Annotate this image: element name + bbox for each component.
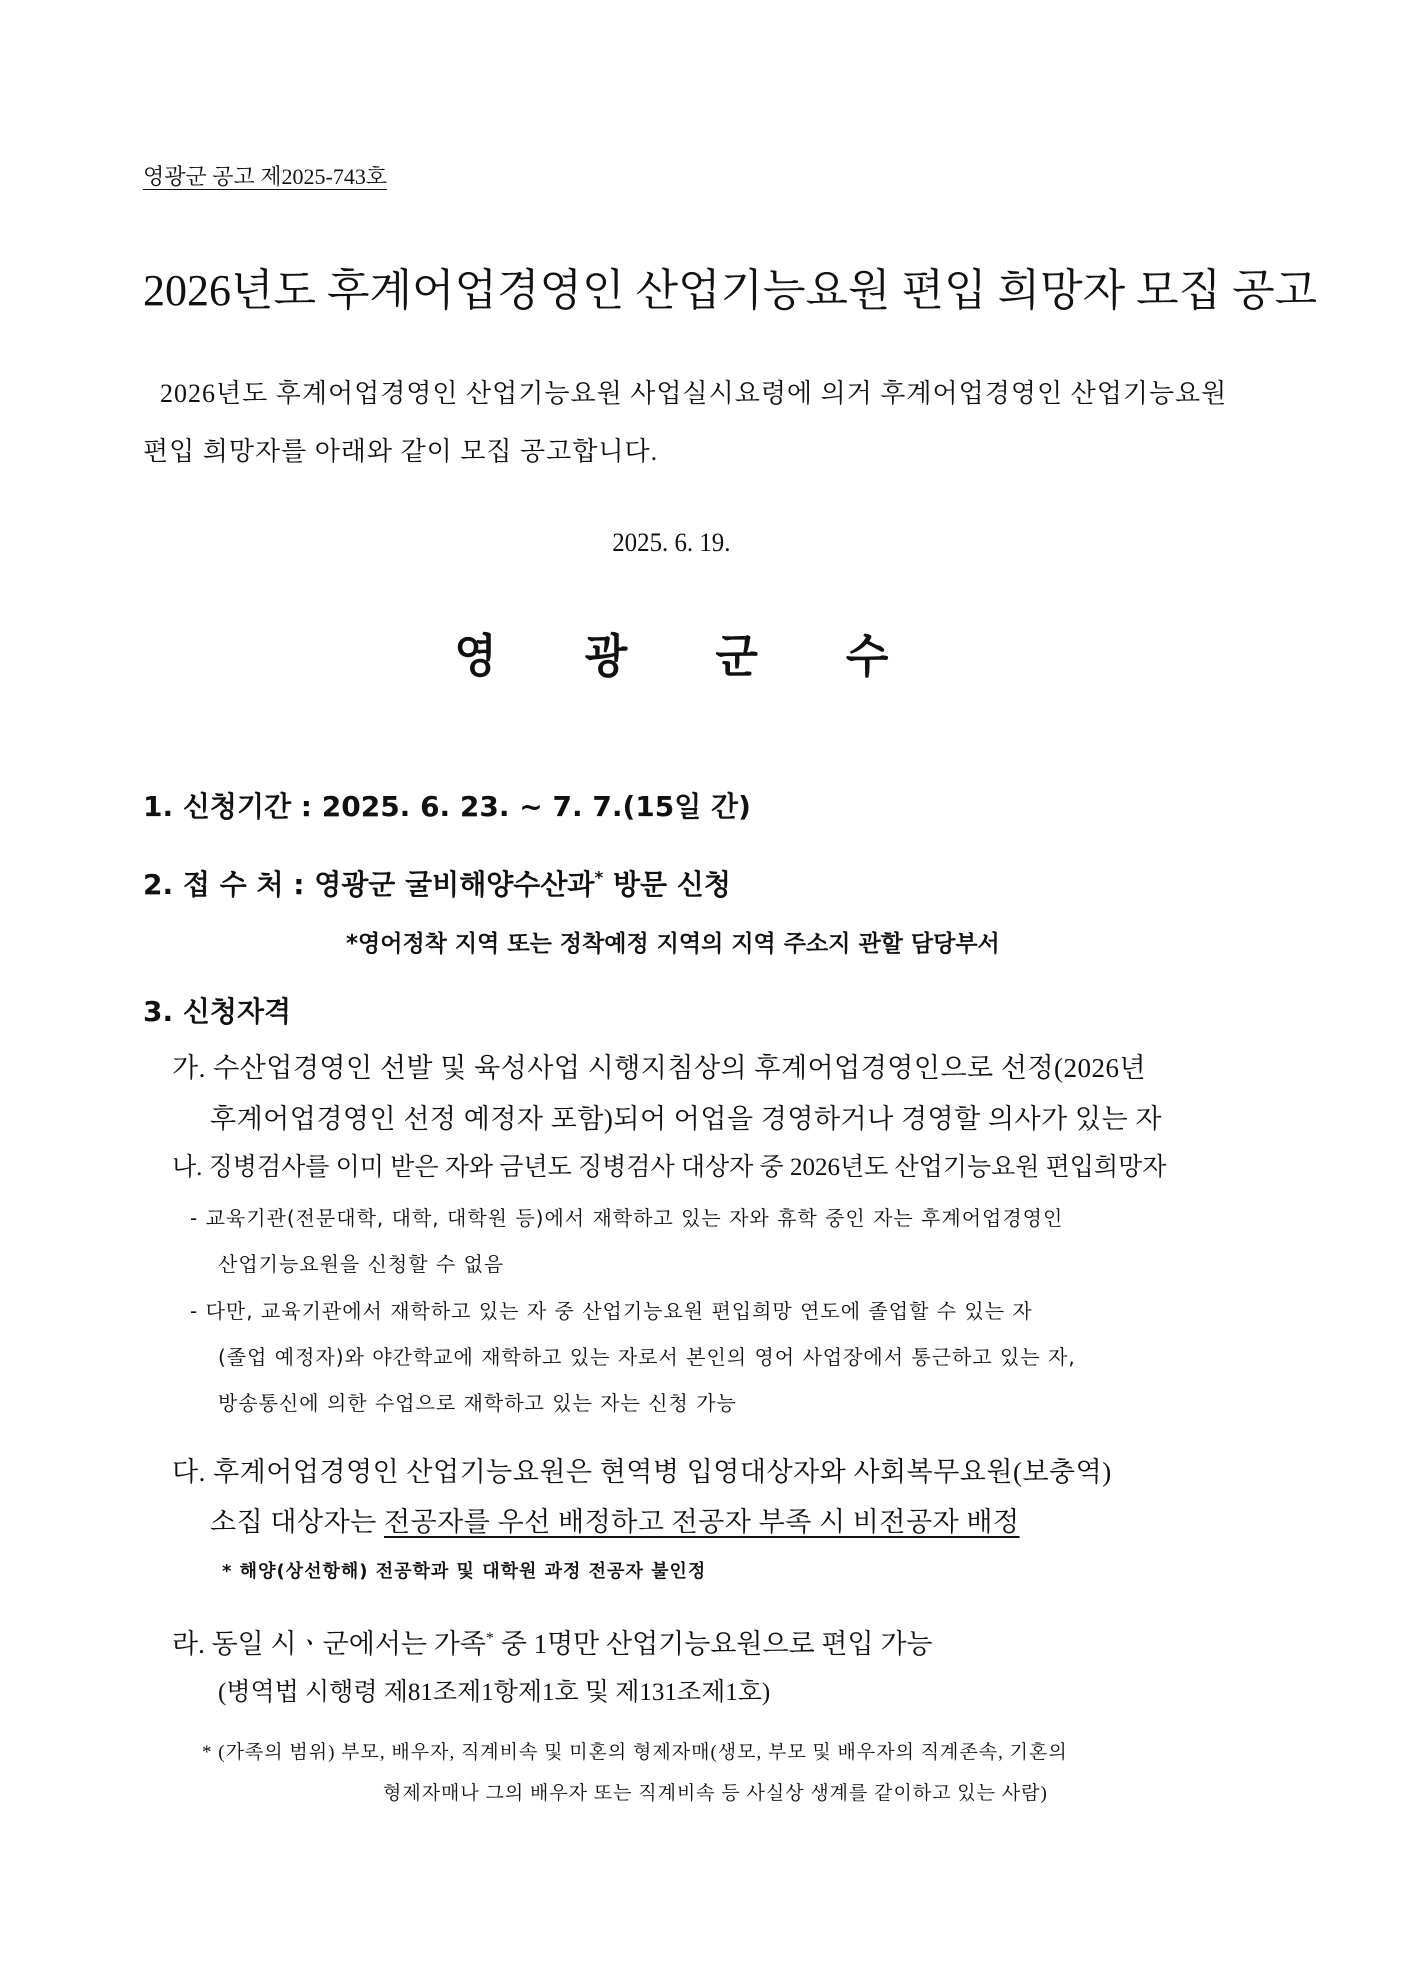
item-da-underlined-text: 전공자를 우선 배정하고 전공자 부족 시 비전공자 배정 [384, 1507, 1020, 1537]
item-da-prefix: 소집 대상자는 [210, 1507, 384, 1537]
intro-line-1: 2026년도 후계어업경영인 산업기능요원 사업실시요령에 의거 후계어업경영인 산업기능요원 [160, 379, 1228, 408]
section-reception-office [143, 863, 731, 903]
qualification-item-ra-line-2: (병역법 시행령 제81조제1항제1호 및 제131조제1호) [218, 1679, 771, 1706]
qualification-dash-2-line-2: (졸업 예정자)와 야간학교에 재학하고 있는 자로서 본인의 영어 사업장에서 통근하고 있는 자, [218, 1345, 1076, 1369]
reception-office-label: 2. 접 수 처 : 영광군 굴비해양수산과 [143, 868, 595, 901]
issuer-char: 군 [715, 629, 758, 683]
footnote-mark: * [485, 1629, 494, 1647]
page-title: 2026년도 후계어업경영인 산업기능요원 편입 희망자 모집 공고 [143, 266, 1318, 315]
section-qualification-heading: 3. 신청자격 [143, 995, 292, 1028]
issuer-char: 광 [584, 629, 628, 683]
qualification-item-da-line-1: 다. 후계어업경영인 산업기능요원은 현역병 입영대상자와 사회복무요원(보충역) [172, 1457, 1112, 1487]
qualification-dash-1-line-1: - 교육기관(전문대학, 대학, 대학원 등)에서 재학하고 있는 자와 휴학 중인 자는 후계어업경영인 [190, 1206, 1064, 1230]
section-application-period: 1. 신청기간 : 2025. 6. 23. ~ 7. 7.(15일 간) [143, 790, 751, 823]
announcement-date: 2025. 6. 19. [612, 528, 731, 557]
notice-number: 영광군 공고 제2025-743호 [143, 164, 388, 189]
qualification-item-ra-line-1 [172, 1622, 932, 1661]
reception-office-suffix: 방문 신청 [603, 868, 731, 901]
qualification-dash-1-line-2: 산업기능요원을 신청할 수 없음 [218, 1252, 505, 1276]
item-ra-suffix: 중 1명만 산업기능요원으로 편입 가능 [494, 1629, 933, 1659]
qualification-item-na: 나. 징병검사를 이미 받은 자와 금년도 징병검사 대상자 중 2026년도 산업기능요원 편입희망자 [172, 1154, 1167, 1181]
family-scope-note-line-1: * (가족의 범위) 부모, 배우자, 직계비속 및 미혼의 형제자매(생모, 부모 및 배우자의 직계존속, 기혼의 [202, 1742, 1068, 1763]
issuer-char: 영 [454, 629, 497, 683]
qualification-dash-2-line-1: - 다만, 교육기관에서 재학하고 있는 자 중 산업기능요원 편입희망 연도에 졸업할 수 있는 자 [190, 1299, 1033, 1323]
issuer-signature [0, 620, 1343, 686]
intro-line-2: 편입 희망자를 아래와 같이 모집 공고합니다. [143, 437, 659, 466]
qualification-item-ga-line-1: 가. 수산업경영인 선발 및 육성사업 시행지침상의 후계어업경영인으로 선정(2026년 [172, 1053, 1147, 1083]
qualification-item-ga-line-2: 후계어업경영인 선정 예정자 포함)되어 어업을 경영하거나 경영할 의사가 있는 자 [210, 1104, 1162, 1134]
footnote-mark: * [594, 867, 604, 888]
qualification-item-da-note: * 해양(상선항해) 전공학과 및 대학원 과정 전공자 불인정 [222, 1561, 707, 1582]
qualification-item-da-line-2 [210, 1500, 1020, 1539]
reception-office-note: *영어정착 지역 또는 정착예정 지역의 지역 주소지 관할 담당부서 [346, 931, 1000, 957]
issuer-char: 수 [845, 629, 889, 683]
item-ra-prefix: 라. 동일 시ㆍ군에서는 가족 [172, 1629, 486, 1659]
family-scope-note-line-2: 형제자매나 그의 배우자 또는 직계비속 등 사실상 생계를 같이하고 있는 사람) [383, 1783, 1048, 1804]
qualification-dash-2-line-3: 방송통신에 의한 수업으로 재학하고 있는 자는 신청 가능 [218, 1391, 737, 1415]
